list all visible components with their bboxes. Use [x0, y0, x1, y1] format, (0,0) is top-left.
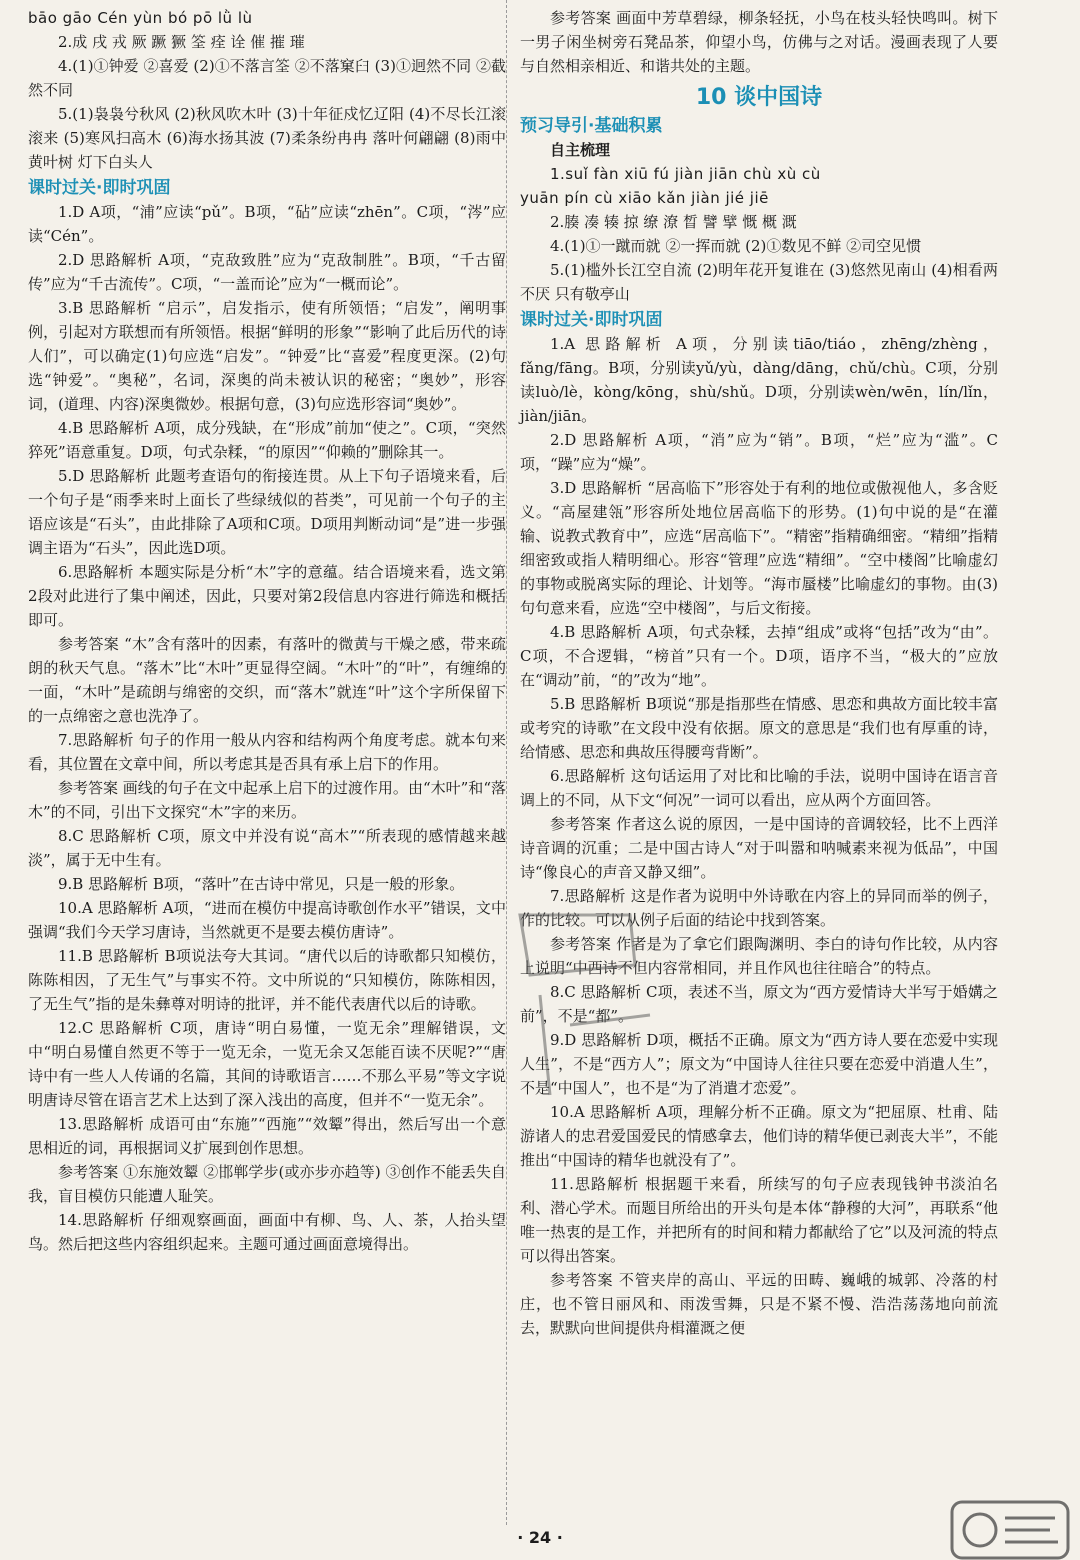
answer-6-reference: 参考答案 “木”含有落叶的因素，有落叶的微黄与干燥之感，带来疏朗的秋天气息。“落木”比“木叶”更显得空阔。“木叶”的“叶”，有缠绵的一面，“木叶”是疏朗与绵密的交织，而“落木”就连“叶”这个字所保留下的一点绵密之意也洗净了。 — [28, 635, 506, 725]
ink-stamp-mark — [510, 905, 660, 1105]
answer-8: 8.C 思路解析 C项，原文中并没有说“高木”“所表现的感情越来越淡”，属于无中生有。 — [28, 827, 506, 869]
answer-14: 14.思路解析 仔细观察画面，画面中有柳、鸟、人、茶，人抬头望鸟。然后把这些内容组织起来。主题可通过画面意境得出。 — [28, 1211, 506, 1253]
answer-6-reference-right: 参考答案 作者这么说的原因，一是中国诗的音调较轻，比不上西洋诗音调的沉重；二是中国古诗人“对于叫嚣和呐喊素来视为低品”，中国诗“像良心的声音又静又细”。 — [520, 815, 998, 881]
answer-6-right: 6.思路解析 这句话运用了对比和比喻的手法，说明中国诗在语言音调上的不同，从下文“何况”一词可以看出，应从两个方面回答。 — [520, 767, 998, 809]
answer-2: 2.D 思路解析 A项，“克敌致胜”应为“克敌制胜”。B项，“千古留传”应为“千古流传”。C项，“一盖而论”应为“一概而论”。 — [28, 251, 506, 293]
answer-1: 1.D A项，“浦”应读“pǔ”。B项，“砧”应读“zhēn”。C项，“涔”应读“Cén”。 — [28, 203, 506, 245]
answer-12: 12.C 思路解析 C项，唐诗“明白易懂，一览无余”理解错误，文中“明白易懂自然更不等于一览无余，一览无余又怎能百读不厌呢?”“唐诗中有一些人人传诵的名篇，其间的诗歌语言……不那么平易”等文字说明唐诗尽管在语言艺术上达到了深入浅出的高度，但并不“一览无余”。 — [28, 1019, 506, 1109]
answer-10-right: 10.A 思路解析 A项，理解分析不正确。原文为“把屈原、杜甫、陆游诸人的忠君爱国爱民的情感拿去，他们诗的精华便已剥丧大半”，不能推出“中国诗的精华也就没有了”。 — [520, 1103, 998, 1169]
column-divider — [506, 0, 507, 1525]
answer-2-right: 2.D 思路解析 A项，“消”应为“销”。B项，“烂”应为“滥”。C项，“躁”应为“燥”。 — [520, 431, 998, 473]
pinyin-answer-line: bāo gāo Cén yùn bó pō lǜ lù — [28, 9, 253, 27]
answer-11: 11.B 思路解析 B项说法夸大其词。“唐代以后的诗歌都只知模仿，陈陈相因，了无生气”与事实不符。文中所说的“只知模仿，陈陈相因，了无生气”指的是朱彝尊对明诗的批评，并不能代表唐代以后的诗歌。 — [28, 947, 506, 1013]
section-heading-practice: 课时过关·即时巩固 — [28, 178, 171, 198]
answer-13: 13.思路解析 成语可由“东施”“西施”“效颦”得出，然后写出一个意思相近的词，再根据词义扩展到创作思想。 — [28, 1115, 506, 1157]
answer-13-reference: 参考答案 ①东施效颦 ②邯郸学步(或亦步亦趋等) ③创作不能丢失自我，盲目模仿只能遭人耻笑。 — [28, 1163, 506, 1205]
answer-q5: 5.(1)袅袅兮秋风 (2)秋风吹木叶 (3)十年征戍忆辽阳 (4)不尽长江滚滚来 (5)寒风扫高木 (6)海水扬其波 (7)柔条纷冉冉 落叶何翩翩 (8)雨中黄叶树 灯下白头人 — [28, 105, 506, 171]
lesson-title: 10 谈中国诗 — [695, 85, 823, 110]
page-number: · 24 · — [517, 1528, 563, 1547]
answer-3-right: 3.D 思路解析 “居高临下”形容处于有利的地位或傲视他人，多含贬义。“高屋建瓴”形容所处地位居高临下的形势。(1)句中说的是“在灌输、说教式教育中”，应选“居高临下”。“精密”指精确细密。“精细”指精细密致或指人精明细心。形容“管理”应选“精细”。“空中楼阁”比喻虚幻的事物或脱离实际的理论、计划等。“海市蜃楼”比喻虚幻的事物。由(3)句句意来看，应选“空中楼阁”，与后文衔接。 — [520, 479, 998, 617]
answer-14-reference: 参考答案 画面中芳草碧绿，柳条轻抚，小鸟在枝头轻快鸣叫。树下一男子闲坐树旁石凳品茶，仰望小鸟，仿佛与之对话。漫画表现了人要与自然相亲相近、和谐共处的主题。 — [520, 9, 998, 75]
section-heading-practice-right: 课时过关·即时巩固 — [520, 310, 663, 330]
pinyin-answer-line-2: yuān pín cù xiāo kǎn jiàn jié jiē — [520, 189, 769, 207]
answer-q2: 2.成 戌 戎 厥 蹶 獗 筌 痊 诠 催 摧 璀 — [58, 33, 305, 51]
answer-3: 3.B 思路解析 “启示”，启发指示，使有所领悟；“启发”，阐明事例，引起对方联想而有所领悟。根据“鲜明的形象”“影响了此后历代的诗人们”，可以确定(1)句应选“启发”。“钟爱”比“喜爱”程度更深。(2)句选“钟爱”。“奥秘”，名词，深奥的尚未被认识的秘密；“奥妙”，形容词，(道理、内容)深奥微妙。根据句意，(3)句应选形容词“奥妙”。 — [28, 299, 506, 413]
answer-9-right: 9.D 思路解析 D项，概括不正确。原文为“西方诗人要在恋爱中实现人生”，不是“西方人”；原文为“中国诗人往往只要在恋爱中消遣人生”，不是“中国人”，也不是“为了消遣才恋爱”。 — [520, 1031, 998, 1097]
answer-6: 6.思路解析 本题实际是分析“木”字的意蕴。结合语境来看，选文第2段对此进行了集中阐述，因此，只要对第2段信息内容进行筛选和概括即可。 — [28, 563, 506, 629]
section-heading-preview: 预习导引·基础积累 — [520, 116, 663, 136]
answer-4: 4.B 思路解析 A项，成分残缺，在“形成”前加“使之”。C项，“突然猝死”语意重复。D项，句式杂糅，“的原因”“仰赖的”删除其一。 — [28, 419, 506, 461]
answer-11-right: 11.思路解析 根据题干来看，所续写的句子应表现钱钟书淡泊名利、潜心学术。而题目所给出的开头句是本体“静穆的大河”，再联系“他唯一热衷的是工作，并把所有的时间和精力都献给了它”以及河流的特点可以得出答案。 — [520, 1175, 998, 1265]
answer-q4: 4.(1)①钟爱 ②喜爱 (2)①不落言筌 ②不落窠臼 (3)①迥然不同 ②截然不同 — [28, 57, 506, 99]
answer-q4-right: 4.(1)①一蹴而就 ②一挥而就 (2)①数见不鲜 ②司空见惯 — [550, 237, 922, 255]
answer-9: 9.B 思路解析 B项，“落叶”在古诗中常见，只是一般的形象。 — [58, 875, 465, 893]
answer-10: 10.A 思路解析 A项，“进而在模仿中提高诗歌创作水平”错误，文中强调“我们今天学习唐诗，当然就更不是要去模仿唐诗”。 — [28, 899, 506, 941]
answer-7-right: 7.思路解析 这是作者为说明中外诗歌在内容上的异同而举的例子，作的比较。可以从例子后面的结论中找到答案。 — [520, 887, 998, 929]
answer-5-right: 5.B 思路解析 B项说“那是指那些在情感、思恋和典故方面比较丰富或考究的诗歌”在文段中没有依据。原文的意思是“我们也有厚重的诗，给情感、思恋和典故压得腰弯背断”。 — [520, 695, 998, 761]
subheading-self-review: 自主梳理 — [550, 141, 611, 159]
answer-8-right: 8.C 思路解析 C项，表述不当，原文为“西方爱情诗大半写于婚媾之前”，不是“都”。 — [520, 983, 998, 1025]
answer-q2-right: 2.腠 凑 辏 掠 缭 潦 晳 譬 擘 慨 概 溉 — [550, 213, 797, 231]
answer-q5-right: 5.(1)槛外长江空自流 (2)明年花开复谁在 (3)悠然见南山 (4)相看两不厌 只有敬亭山 — [520, 261, 998, 303]
answer-5: 5.D 思路解析 此题考查语句的衔接连贯。从上下句子语境来看，后一个句子是“雨季来时上面长了些绿绒似的苔类”，可见前一个句子的主语应该是“石头”，由此排除了A项和C项。D项用判断动词“是”进一步强调主语为“石头”，因此选D项。 — [28, 467, 506, 557]
left-column — [28, 6, 506, 1256]
answer-4-right: 4.B 思路解析 A项，句式杂糅，去掉“组成”或将“包括”改为“由”。C项，不合逻辑，“榜首”只有一个。D项，语序不当，“极大的”应放在“调动”前，“的”改为“地”。 — [520, 623, 998, 689]
answer-1-right: 1.A 思路解析 A项，分别读tiāo/tiáo，zhēng/zhèng，fǎng/fāng。B项，分别读yǔ/yù，dàng/dāng，chǔ/chù。C项，分别读luò/lè，kòng/kōng，shù/shǔ。D项，分别读wèn/wēn，lín/lǐn，jiàn/jiān。 — [520, 335, 998, 425]
right-column — [520, 6, 998, 1340]
answer-7-reference-right: 参考答案 作者是为了拿它们跟陶渊明、李白的诗句作比较，从内容上说明“中西诗不但内容常相同，并且作风也往往暗合”的特点。 — [520, 935, 998, 977]
page-number-value: 24 — [528, 1528, 552, 1547]
answer-7-reference: 参考答案 画线的句子在文中起承上启下的过渡作用。由“木叶”和“落木”的不同，引出下文探究“木”字的来历。 — [28, 779, 506, 821]
answer-11-reference-right: 参考答案 不管夹岸的高山、平远的田畴、巍峨的城郭、冷落的村庄，也不管日丽风和、雨泼雪舞，只是不紧不慢、浩浩荡荡地向前流去，默默向世间提供舟楫灌溉之便 — [520, 1271, 998, 1337]
answer-7: 7.思路解析 句子的作用一般从内容和结构两个角度考虑。就本句来看，其位置在文章中间，所以考虑其是否具有承上启下的作用。 — [28, 731, 506, 773]
pinyin-answer-line-1: 1.suǐ fàn xiū fú jiàn jiān chù xù cù — [550, 165, 821, 183]
